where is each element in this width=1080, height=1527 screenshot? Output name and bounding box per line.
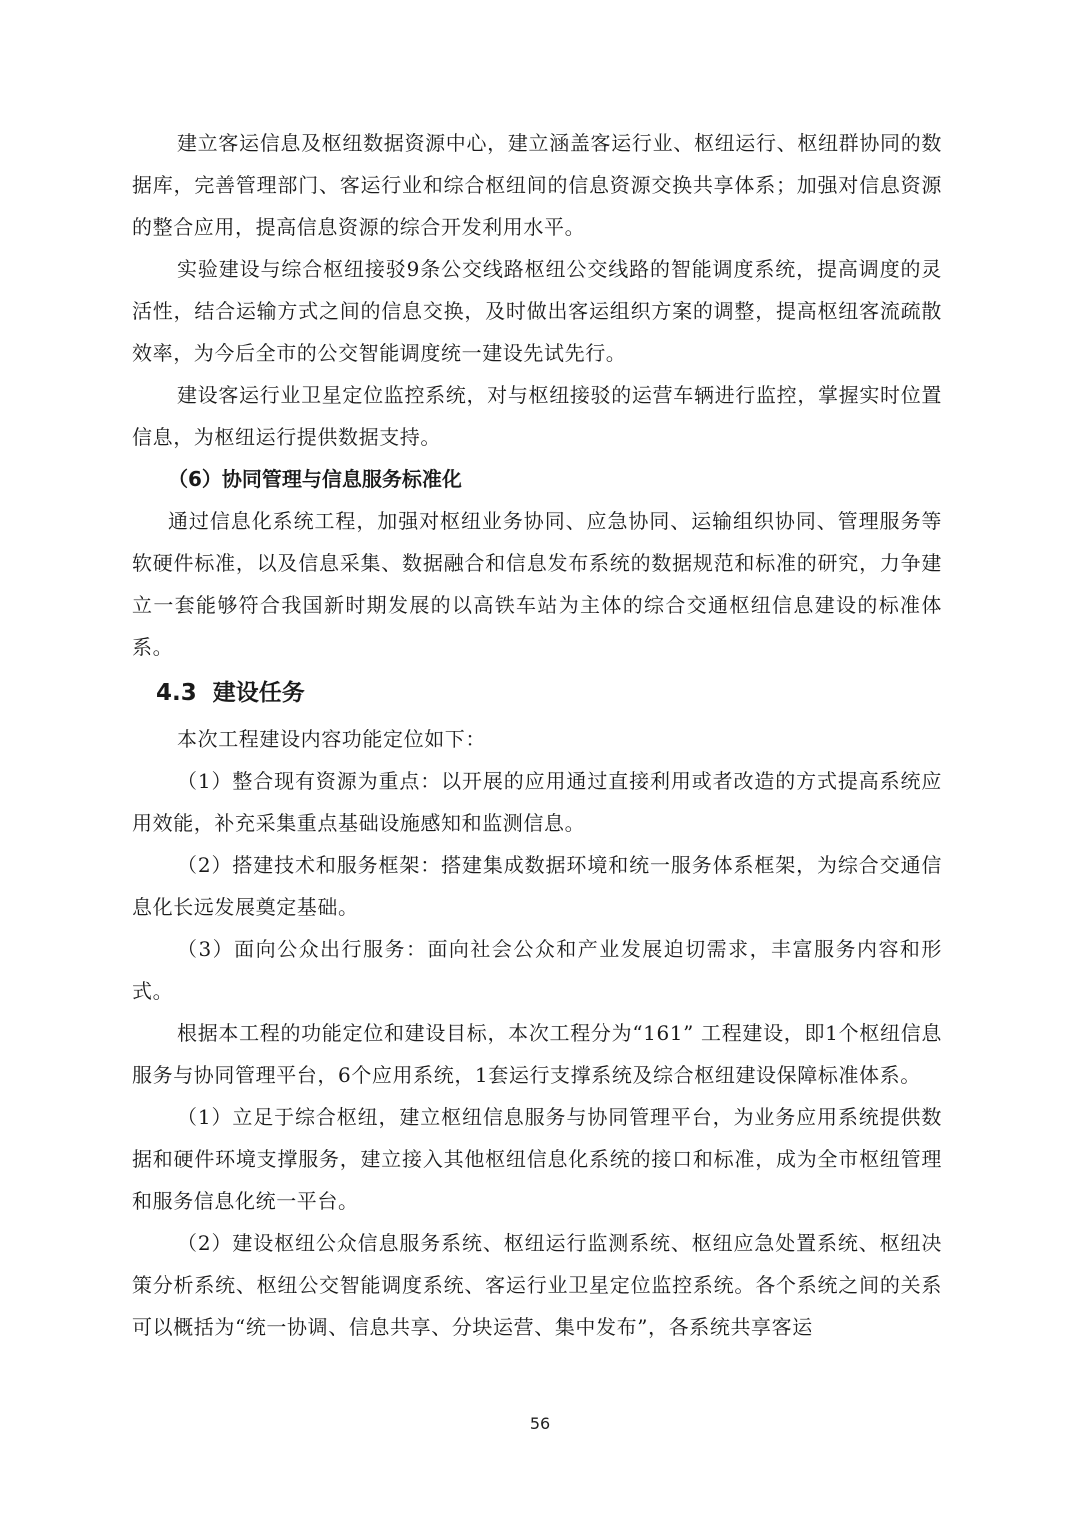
page-content [132, 122, 942, 1348]
paragraph: （1）整合现有资源为重点：以开展的应用通过直接利用或者改造的方式提高系统应用效能，补充采集重点基础设施感知和监测信息。 [132, 769, 942, 835]
section-number: 4.3 [156, 680, 197, 706]
paragraph: （2）建设枢纽公众信息服务系统、枢纽运行监测系统、枢纽应急处置系统、枢纽决策分析系统、枢纽公交智能调度系统、客运行业卫星定位监控系统。各个系统之间的关系可以概括为“统一协调、信息共享、分块运营、集中发布”，各系统共享客运 [132, 1231, 942, 1339]
paragraph: （2）搭建技术和服务框架：搭建集成数据环境和统一服务体系框架，为综合交通信息化长远发展奠定基础。 [132, 853, 942, 919]
paragraph: 建立客运信息及枢纽数据资源中心，建立涵盖客运行业、枢纽运行、枢纽群协同的数据库，完善管理部门、客运行业和综合枢纽间的信息资源交换共享体系；加强对信息资源的整合应用，提高信息资源的综合开发利用水平。 [132, 131, 942, 239]
paragraph: （1）立足于综合枢纽，建立枢纽信息服务与协同管理平台，为业务应用系统提供数据和硬件环境支撑服务，建立接入其他枢纽信息化系统的接口和标准，成为全市枢纽管理和服务信息化统一平台。 [132, 1105, 942, 1213]
paragraph: 通过信息化系统工程，加强对枢纽业务协同、应急协同、运输组织协同、管理服务等软硬件标准，以及信息采集、数据融合和信息发布系统的数据规范和标准的研究，力争建立一套能够符合我国新时期发展的以高铁车站为主体的综合交通枢纽信息建设的标准体系。 [132, 509, 942, 659]
section-title: 建设任务 [212, 680, 305, 706]
page-number: 56 [529, 1414, 551, 1433]
paragraph: 根据本工程的功能定位和建设目标，本次工程分为“161” 工程建设，即1个枢纽信息服务与协同管理平台，6个应用系统，1套运行支撑系统及综合枢纽建设保障标准体系。 [132, 1021, 942, 1087]
subheading: （6）协同管理与信息服务标准化 [168, 467, 462, 491]
paragraph: 本次工程建设内容功能定位如下： [177, 727, 486, 751]
section-heading [132, 668, 942, 718]
paragraph: 建设客运行业卫星定位监控系统，对与枢纽接驳的运营车辆进行监控，掌握实时位置信息，为枢纽运行提供数据支持。 [132, 383, 942, 449]
paragraph: 实验建设与综合枢纽接驳9条公交线路枢纽公交线路的智能调度系统，提高调度的灵活性，结合运输方式之间的信息交换，及时做出客运组织方案的调整，提高枢纽客流疏散效率，为今后全市的公交智能调度统一建设先试先行。 [132, 257, 942, 365]
paragraph: （3）面向公众出行服务：面向社会公众和产业发展迫切需求，丰富服务内容和形式。 [132, 937, 942, 1003]
